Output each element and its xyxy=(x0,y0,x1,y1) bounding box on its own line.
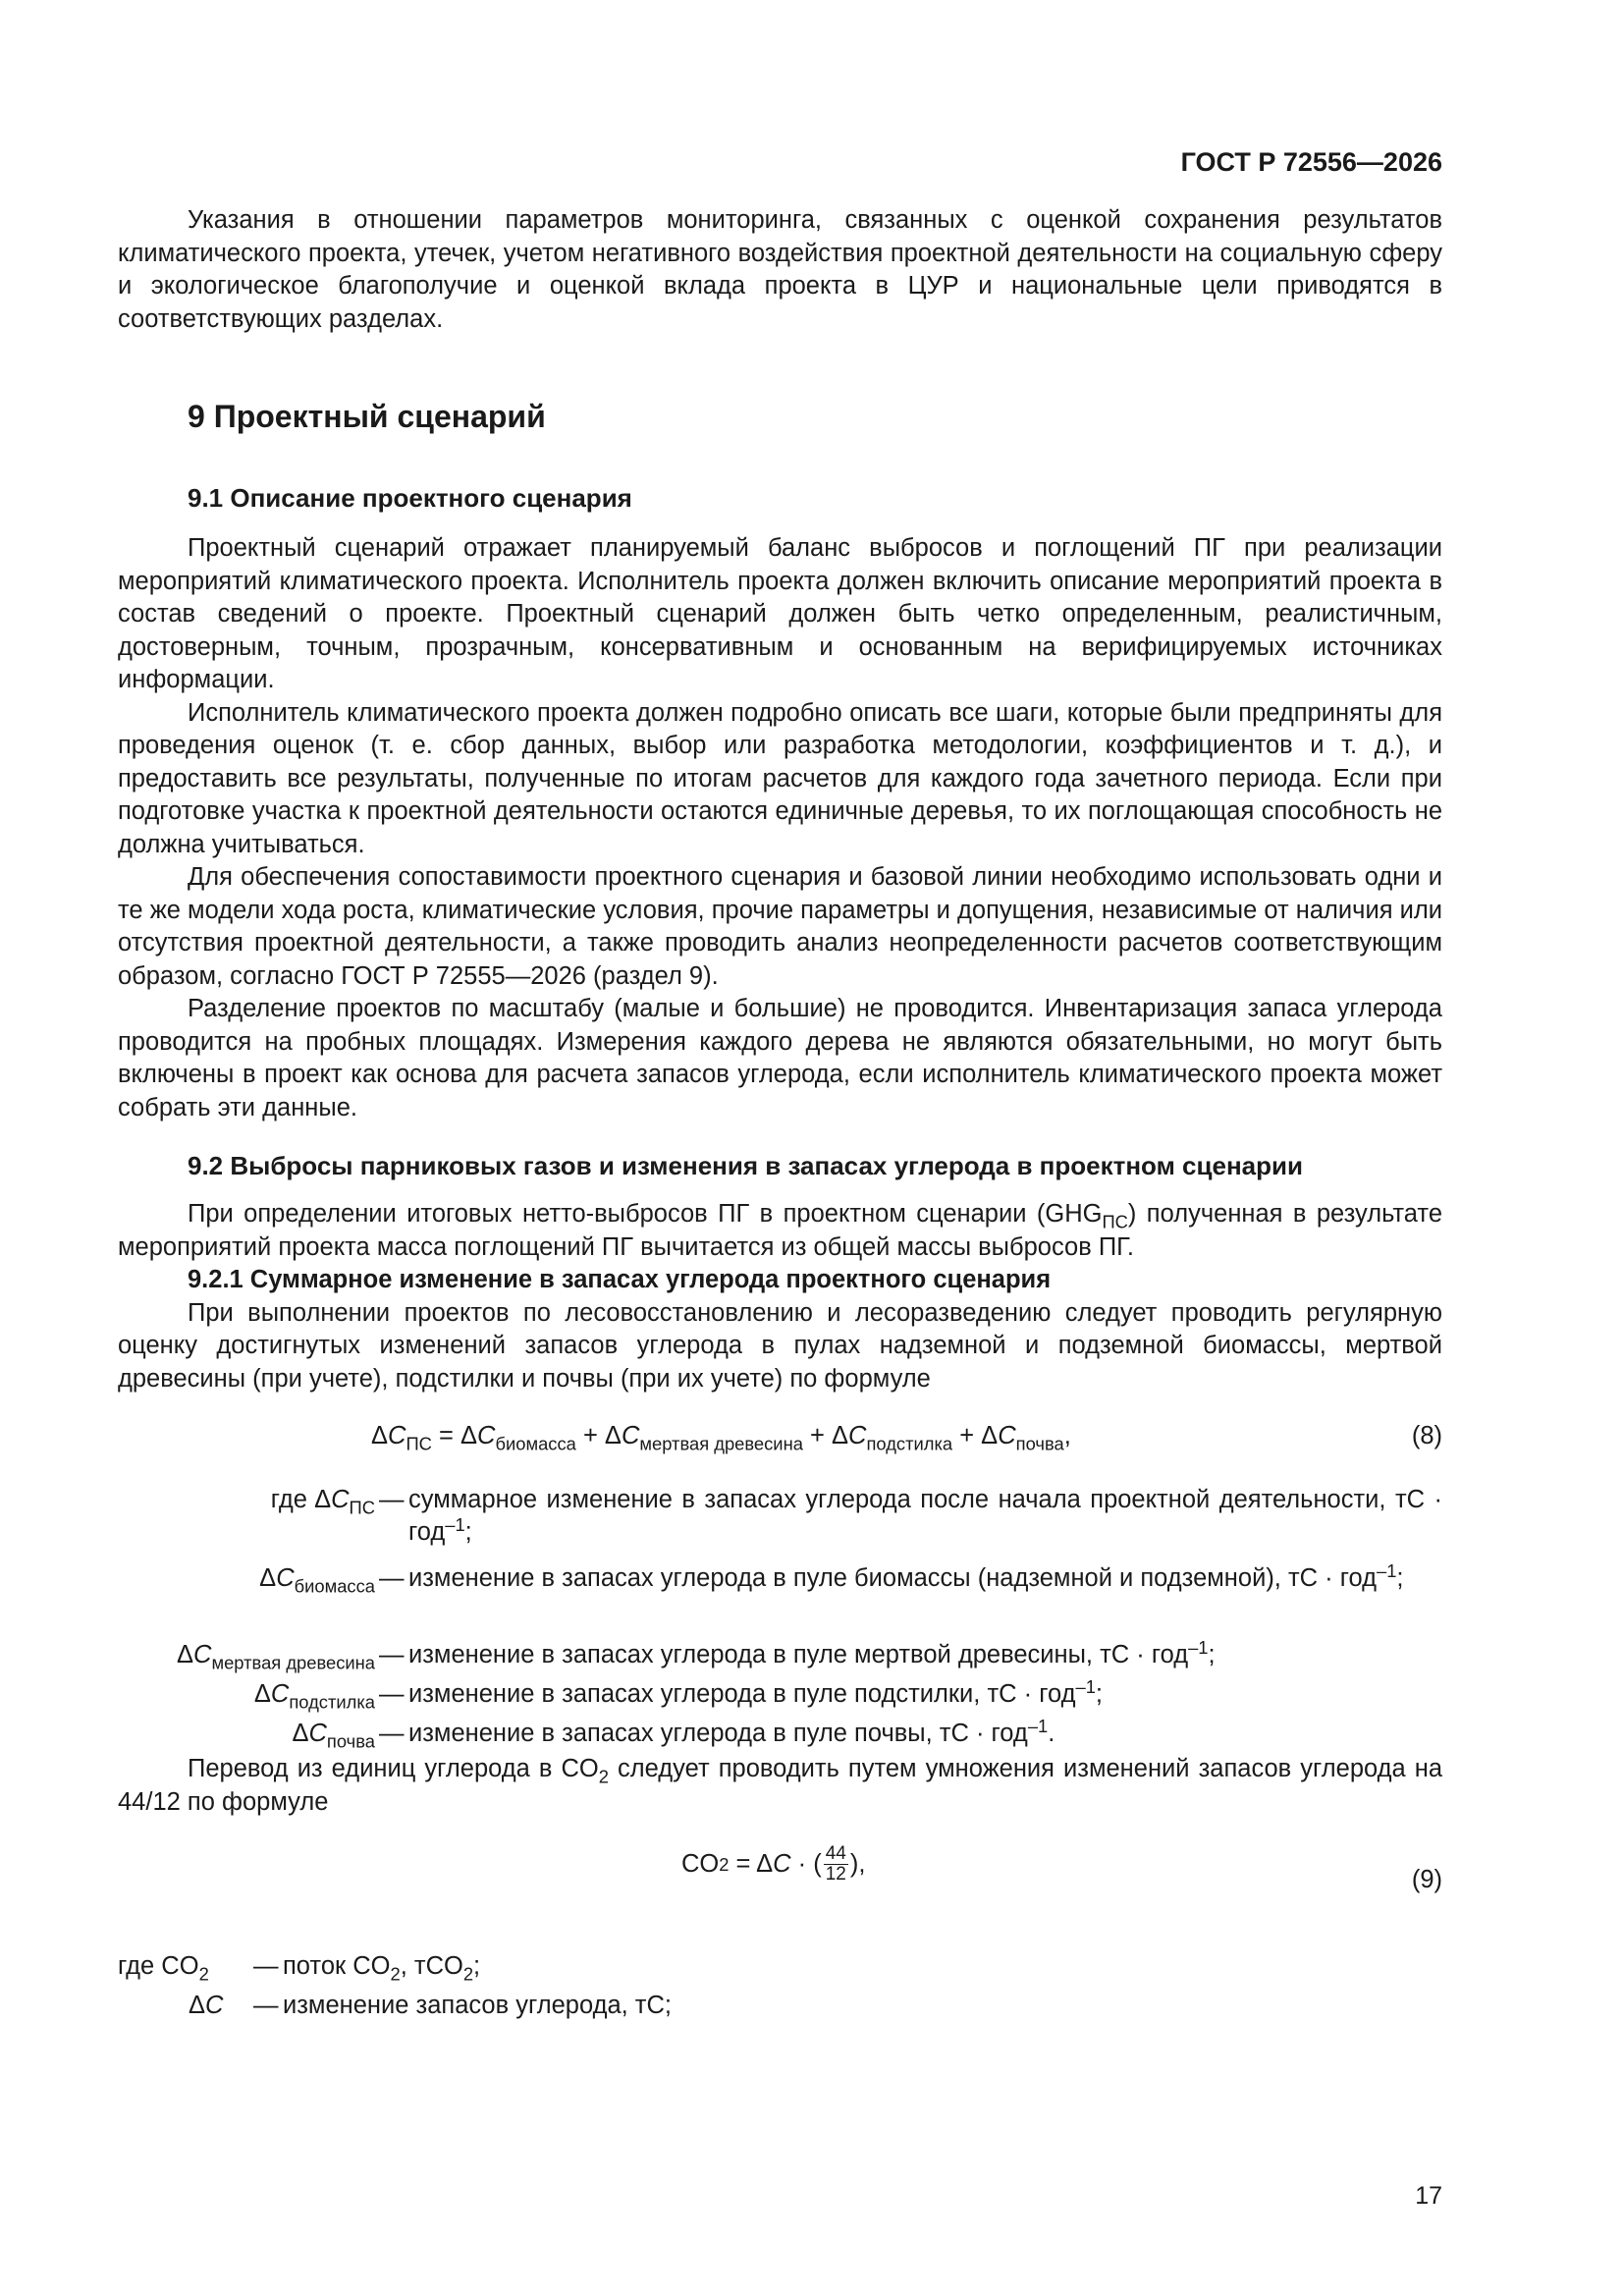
definition-text: изменение запасов углерода, тС; xyxy=(283,1992,672,2019)
paragraph: При выполнении проектов по лесовосстановлению и лесоразведению следует проводить регулярную оценку достигнутых изменений запасов углерода в пулах надземной и подземной биомассы, мертвой древесины (при учете), подстилки и почвы (при их учете) по формуле xyxy=(118,1298,1442,1393)
section-9-2-1-title: 9.2.1 Суммарное изменение в запасах углерода проектного сценария xyxy=(188,1266,1052,1293)
section-9-title: 9 Проектный сценарий xyxy=(188,399,546,434)
formula-8-definitions: где $\Delta C_{ПС}$ — суммарное изменение в запасах углерода после начала проектной деятельности, тС · год$^{-1}$; $\Delta C_{биомасса}$ — изменение в запасах углерода в пуле биомассы (надземной и подземной), тС · год$^{-1}$; $\Delta C_{мертвая древесина}$ — изменение в запасах углерода в пуле мертвой древесины, тС · год$^{-1}$; $\Delta C_{подстилка}$ — изменение в запасах углерода в пуле подстилки, тС · год$^{-1}$; $\Delta C_{почва}$ — изменение в запасах углерода в пуле почвы, тС · год$^{-1}$. xyxy=(177,1486,1442,1752)
section-9-2-body: При определении итоговых нетто-выбросов ПГ в проектном сценарии $(GHG_{ПС})$ полученная в результате мероприятий проекта масса поглощений ПГ вычитается из общей массы выбросов ПГ. 9.2.1 Суммарное изменение в запасах углерода проектного сценария При выполнении проектов по лесовосстановлению и лесоразведению следует проводить регулярную оценку достигнутых изменений запасов углерода в пулах надземной и подземной биомассы, мертвой древесины (при учете), подстилки и почвы (при их учете) по формуле xyxy=(118,1198,1442,1395)
section-9-1-title: 9.1 Описание проектного сценария xyxy=(188,483,632,513)
paragraph: Для обеспечения сопоставимости проектного сценария и базовой линии необходимо использовать одни и те же модели хода роста, климатические условия, прочие параметры и допущения, независимые от наличия или отсутствия проектной деятельности, а также проводить анализ неопределенности расчетов соответствующим образом, согласно ГОСТ Р 72555—2026 (раздел 9). xyxy=(118,863,1442,990)
formula-8-number: (8) xyxy=(1411,1422,1442,1449)
definition-text: суммарное изменение в запасах углерода после начала проектной деятельности, тС · год$^{-1}$; xyxy=(408,1486,1442,1546)
definition-text: изменение в запасах углерода в пуле подстилки, тС · год$^{-1}$; xyxy=(408,1675,1103,1708)
definition-symbol: где $\Delta C_{ПС}$ xyxy=(270,1486,375,1518)
paragraph: Проектный сценарий отражает планируемый баланс выбросов и поглощений ПГ при реализации мероприятий климатического проекта. Исполнитель проекта должен включить описание мероприятий проекта в состав сведений о проекте. Проектный сценарий должен быть четко определенным, реалистичным, достоверным, точным, прозрачным, консервативным и основанным на верифицируемых источниках информации. xyxy=(118,534,1442,693)
definition-text: изменение в запасах углерода в пуле почвы, тС · год$^{-1}$. xyxy=(408,1715,1055,1747)
formula-9-number: (9) xyxy=(1411,1866,1442,1893)
document-header-id: ГОСТ Р 72556—2026 xyxy=(1180,147,1442,177)
section-9-1-body xyxy=(118,532,1442,1124)
definition-symbol: ΔC xyxy=(189,1992,224,2019)
formula-9-definitions: где $CO_2$ — поток $CO_2$, тCO$_2$; ΔC — изменение запасов углерода, тС; xyxy=(118,1950,1442,2029)
definition-symbol: $\Delta C_{почва}$ xyxy=(292,1720,375,1752)
definition-text: поток $CO_2$, тCO$_2$; xyxy=(283,1952,481,1985)
conversion-paragraph: Перевод из единиц углерода в $CO_2$ следует проводить путем умножения изменений запасов углерода на 44/12 по формуле xyxy=(118,1755,1443,1816)
definition-symbol: $\Delta C_{подстилка}$ xyxy=(253,1680,375,1713)
paragraph: Исполнитель климатического проекта должен подробно описать все шаги, которые были предприняты для проведения оценок (т. е. сбор данных, выбор или разработка методологии, коэффициентов и т. д.), и предоставить все результаты, полученные по итогам расчетов для каждого года зачетного периода. Если при подготовке участка к проектной деятельности остаются единичные деревья, то их поглощающая способность не должна учитываться. xyxy=(118,698,1442,858)
definition-symbol: где $CO_2$ xyxy=(118,1952,209,1985)
intro-paragraph: Указания в отношении параметров мониторинга, связанных с оценкой сохранения результатов климатического проекта, утечек, учетом негативного воздействия проектной деятельности на социальную сферу и экологическое благополучие и оценкой вклада проекта в ЦУР и национальные цели приводятся в соответствующих разделах. xyxy=(118,206,1442,333)
definition-symbol: $\Delta C_{биомасса}$ xyxy=(259,1564,375,1597)
paragraph: Разделение проектов по масштабу (малые и большие) не проводится. Инвентаризация запаса углерода проводится на пробных площадях. Измерения каждого дерева не являются обязательными, но могут быть включены в проект как основа для расчета запасов углерода, если исполнитель климатического проекта может собрать эти данные. xyxy=(118,995,1442,1121)
formula-8: $\Delta C_{ПС} = \Delta C_{биомасса} + \Delta C_{мертвая древесина} + \Delta C_{подстилка} + \Delta C_{почва}$, xyxy=(371,1422,1071,1454)
definition-text: изменение в запасах углерода в пуле мертвой древесины, тС · год$^{-1}$; xyxy=(408,1636,1216,1668)
definition-symbol: $\Delta C_{мертвая древесина}$ xyxy=(177,1641,375,1673)
formula-9: CO 2 = Δ C · ( $\frac{44}{12}$ ), xyxy=(681,1843,866,1885)
definition-text: изменение в запасах углерода в пуле биомассы (надземной и подземной), тС · год$^{-1}$; xyxy=(408,1559,1404,1592)
page-number: 17 xyxy=(1415,2182,1442,2210)
section-9-2-title: 9.2 Выбросы парниковых газов и изменения в запасах углерода в проектном сценарии xyxy=(188,1151,1303,1180)
